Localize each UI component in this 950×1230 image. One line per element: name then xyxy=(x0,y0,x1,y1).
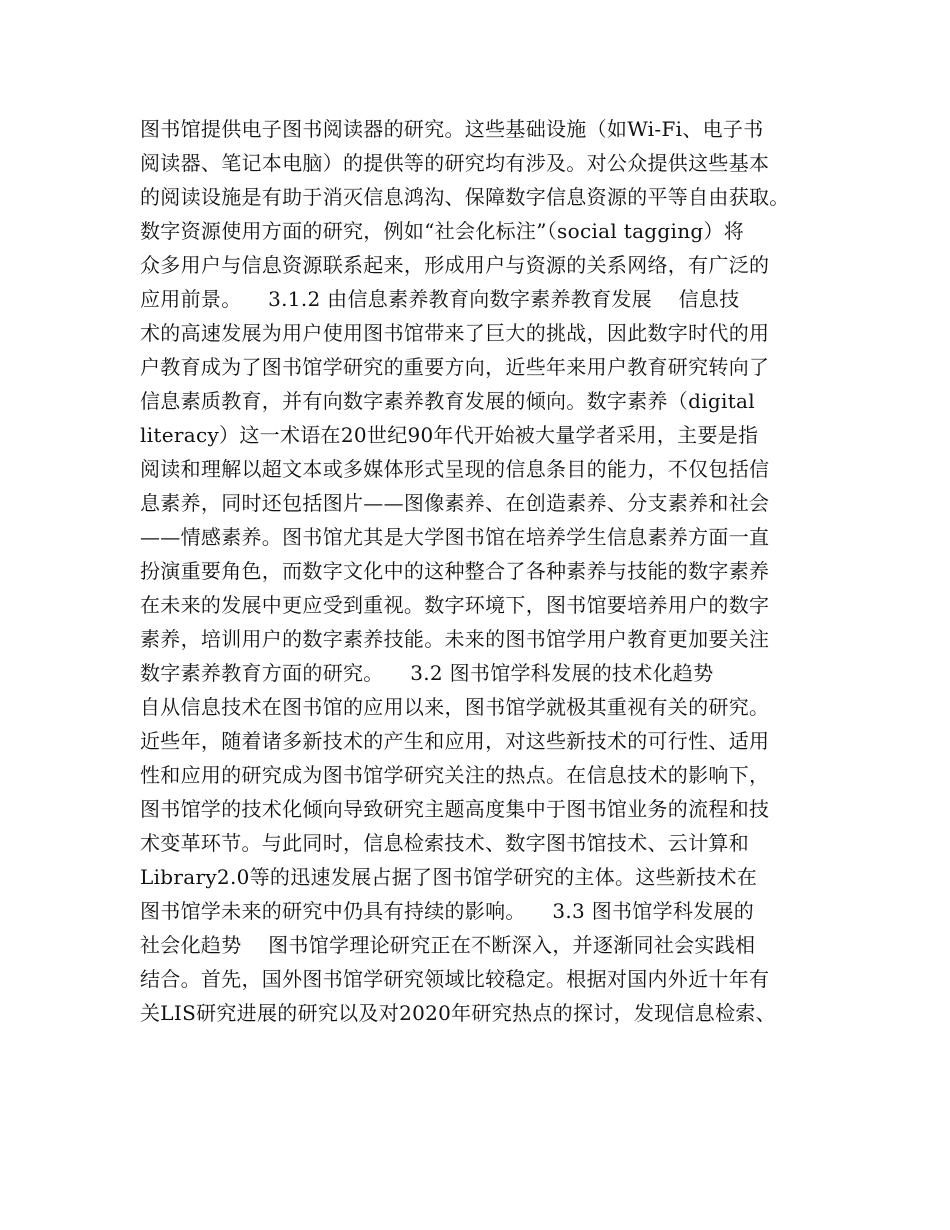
text-line: 性和应用的研究成为图书馆学研究关注的热点。在信息技术的影响下， xyxy=(140,763,770,787)
text-line: 应用前景。 3.1.2 由信息素养教育向数字素养教育发展 信息技 xyxy=(140,287,740,311)
text-line: 图书馆提供电子图书阅读器的研究。这些基础设施（如Wi-Fi、电子书 xyxy=(140,117,764,141)
text-line: 近些年，随着诸多新技术的产生和应用，对这些新技术的可行性、适用 xyxy=(140,729,770,753)
text-line: 数字素养教育方面的研究。 3.2 图书馆学科发展的技术化趋势 xyxy=(140,661,714,685)
text-line: 结合。首先，国外图书馆学研究领域比较稳定。根据对国内外近十年有 xyxy=(140,967,770,991)
text-line: 的阅读设施是有助于消灭信息鸿沟、保障数字信息资源的平等自由获取。 xyxy=(140,185,790,209)
text-line: 阅读和理解以超文本或多媒体形式呈现的信息条目的能力，不仅包括信 xyxy=(140,457,770,481)
text-line: 图书馆学未来的研究中仍具有持续的影响。 3.3 图书馆学科发展的 xyxy=(140,899,755,923)
text-line: 术的高速发展为用户使用图书馆带来了巨大的挑战，因此数字时代的用 xyxy=(140,321,770,345)
text-line: Library2.0等的迅速发展占据了图书馆学研究的主体。这些新技术在 xyxy=(140,865,758,889)
text-line: ——情感素养。图书馆尤其是大学图书馆在培养学生信息素养方面一直 xyxy=(140,525,770,549)
text-line: 户教育成为了图书馆学研究的重要方向，近些年来用户教育研究转向了 xyxy=(140,355,770,379)
text-line: 阅读器、笔记本电脑）的提供等的研究均有涉及。对公众提供这些基本 xyxy=(140,151,770,175)
text-line: 关LIS研究进展的研究以及对2020年研究热点的探讨，发现信息检索、 xyxy=(140,1001,776,1025)
body-text xyxy=(140,112,830,1030)
text-line: 数字资源使用方面的研究，例如“社会化标注”（social tagging）将 xyxy=(140,219,745,243)
text-line: 信息素质教育，并有向数字素养教育发展的倾向。数字素养（digital xyxy=(140,389,755,413)
text-line: 社会化趋势 图书馆学理论研究正在不断深入，并逐渐同社会实践相 xyxy=(140,933,756,957)
text-line: 扮演重要角色，而数字文化中的这种整合了各种素养与技能的数字素养 xyxy=(140,559,770,583)
text-line: 众多用户与信息资源联系起来，形成用户与资源的关系网络，有广泛的 xyxy=(140,253,770,277)
text-line: 息素养，同时还包括图片——图像素养、在创造素养、分支素养和社会 xyxy=(140,491,770,515)
text-line: 素养，培训用户的数字素养技能。未来的图书馆学用户教育更加要关注 xyxy=(140,627,770,651)
text-line: literacy）这一术语在20世纪90年代开始被大量学者采用，主要是指 xyxy=(140,423,759,447)
text-line: 在未来的发展中更应受到重视。数字环境下，图书馆要培养用户的数字 xyxy=(140,593,770,617)
text-line: 自从信息技术在图书馆的应用以来，图书馆学就极其重视有关的研究。 xyxy=(140,695,770,719)
text-line: 术变革环节。与此同时，信息检索技术、数字图书馆技术、云计算和 xyxy=(140,831,749,855)
text-line: 图书馆学的技术化倾向导致研究主题高度集中于图书馆业务的流程和技 xyxy=(140,797,770,821)
